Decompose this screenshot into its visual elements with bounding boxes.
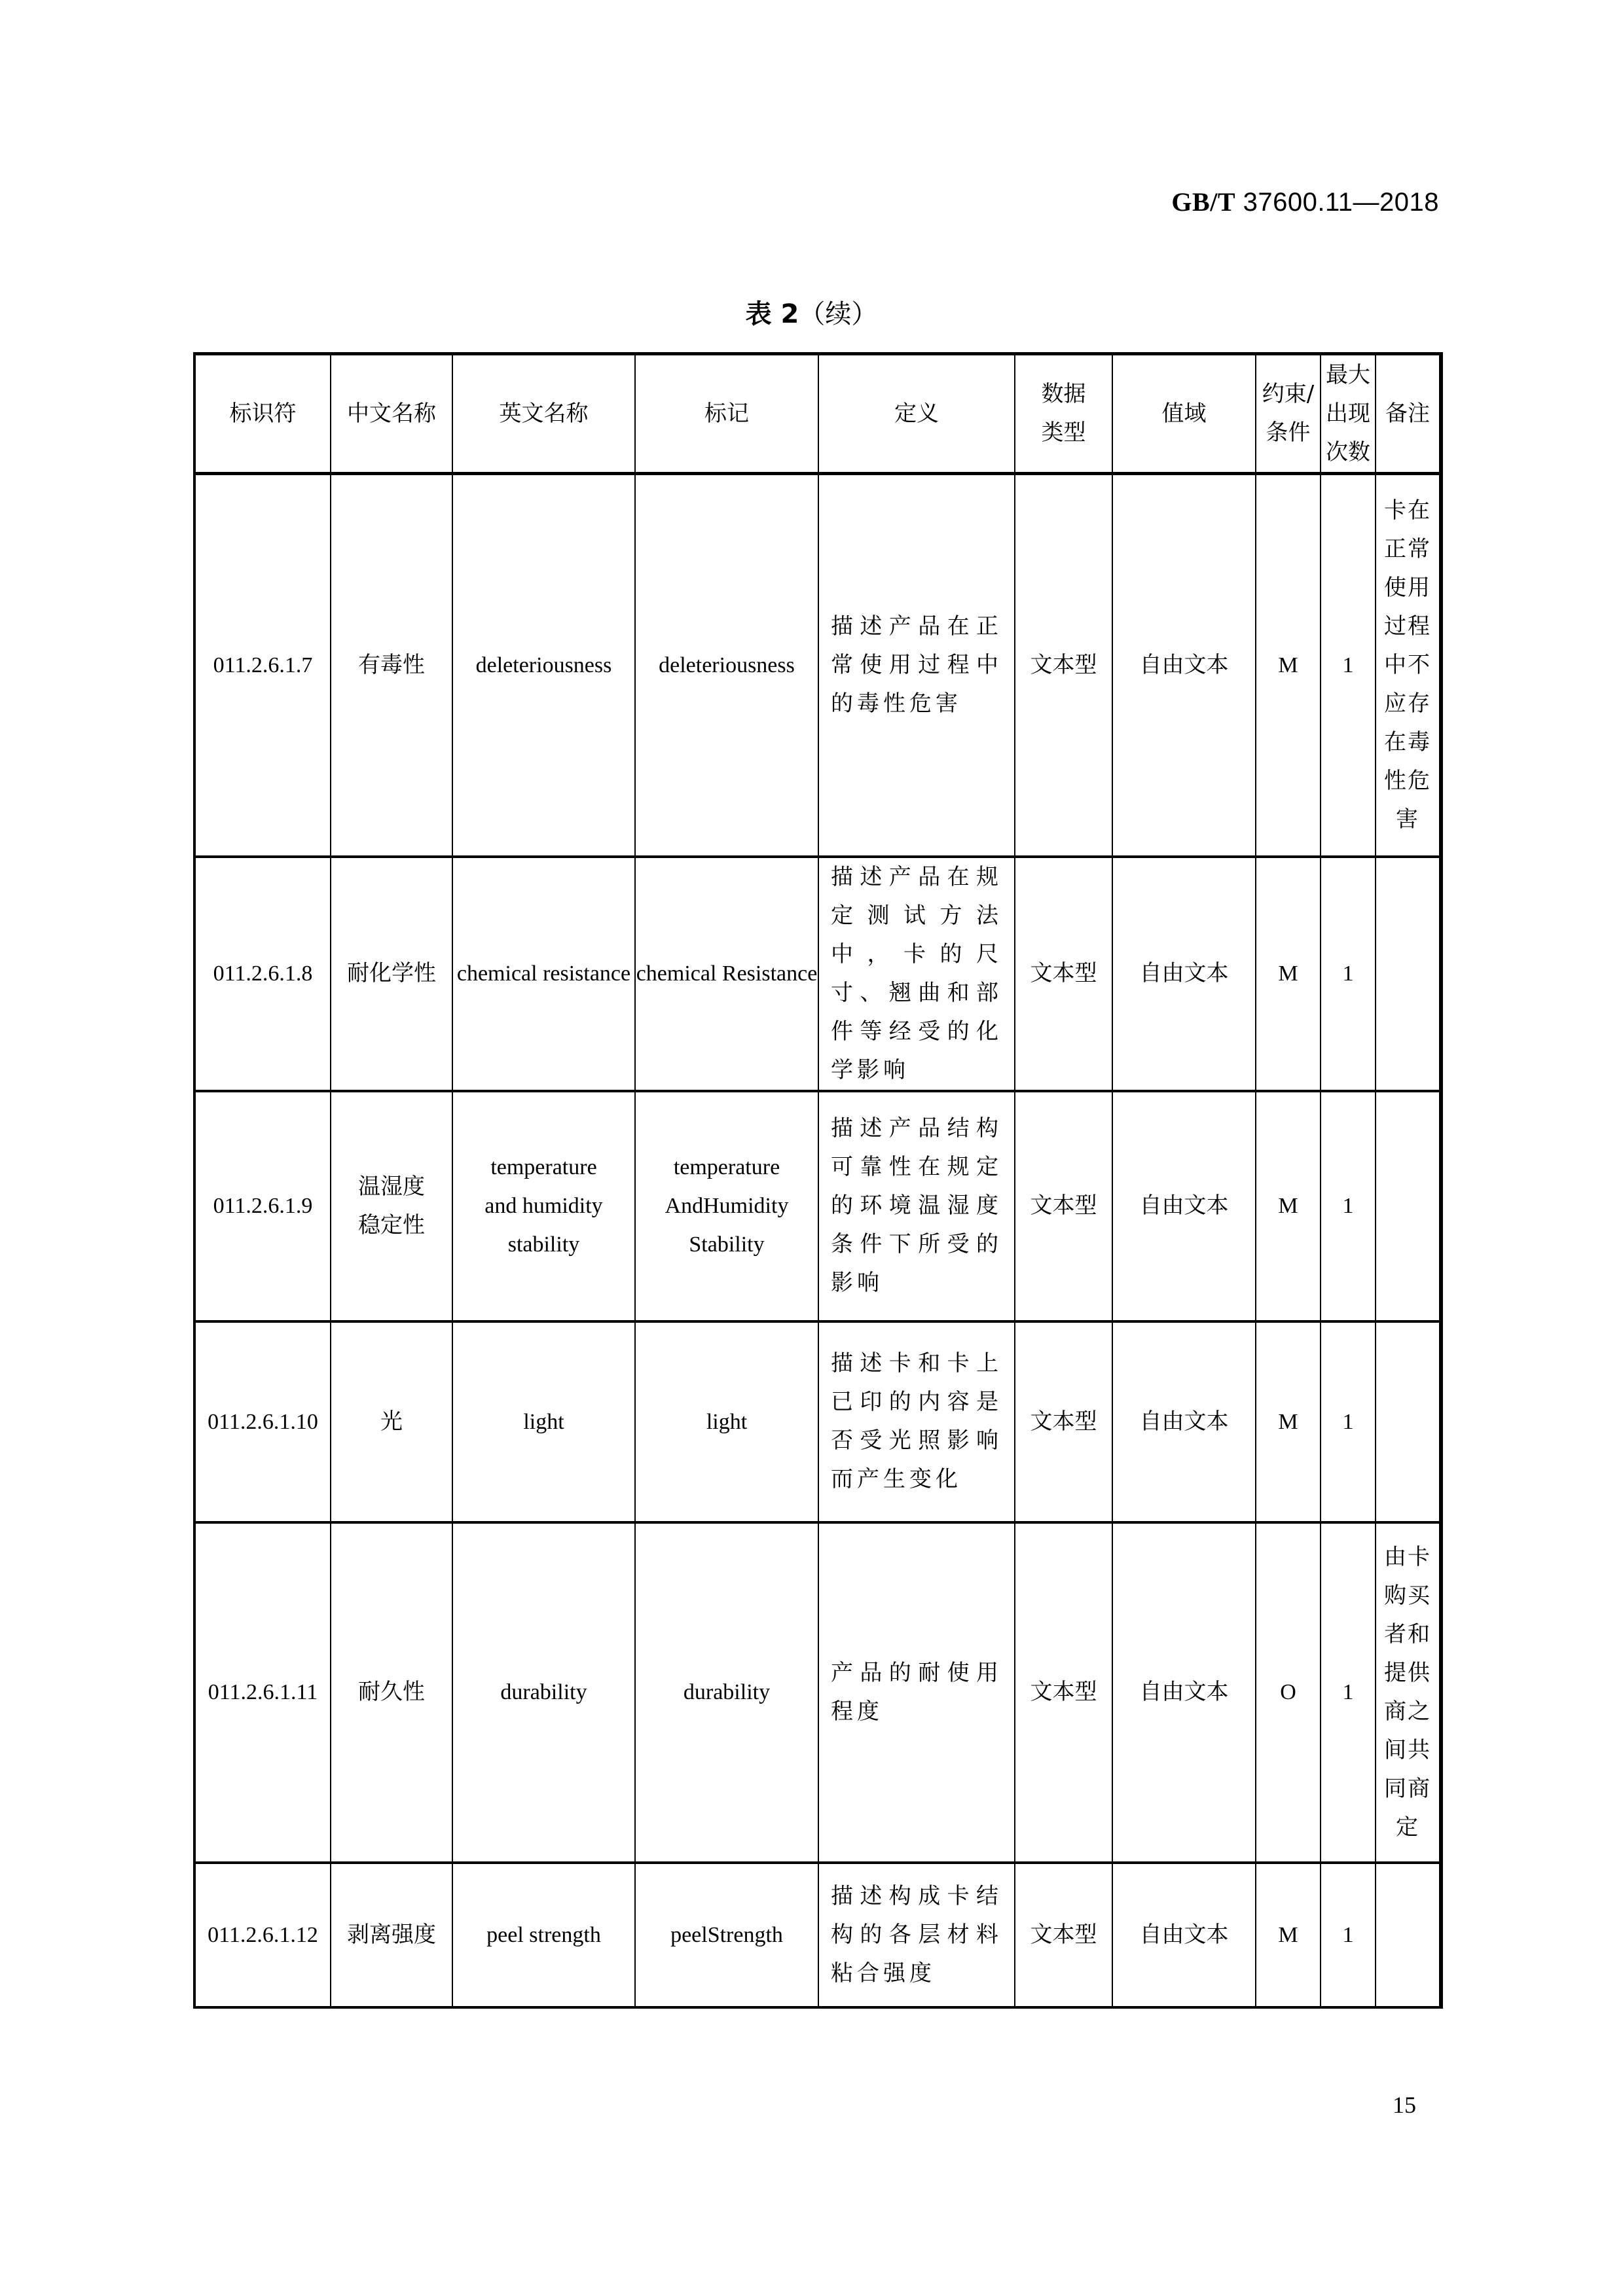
table-row <box>194 474 1441 857</box>
cell-identifier: 011.2.6.1.12 <box>194 1863 331 2007</box>
cell-note: 由卡购买者和提供商之间共同商定 <box>1376 1522 1441 1863</box>
cell-en-name: temperature and humidity stability <box>452 1091 635 1321</box>
cell-value-domain: 自由文本 <box>1112 1091 1256 1321</box>
col-header-definition: 定义 <box>818 354 1015 474</box>
col-header-identifier: 标识符 <box>194 354 331 474</box>
cell-identifier: 011.2.6.1.11 <box>194 1522 331 1863</box>
cell-constraint: O <box>1256 1522 1321 1863</box>
cell-value-domain: 自由文本 <box>1112 857 1256 1091</box>
cell-identifier: 011.2.6.1.9 <box>194 1091 331 1321</box>
cell-en-name: durability <box>452 1522 635 1863</box>
cell-definition: 描述产品在正常使用过程中的毒性危害 <box>818 474 1015 857</box>
cell-value-domain: 自由文本 <box>1112 1321 1256 1522</box>
cell-constraint: M <box>1256 474 1321 857</box>
cell-data-type: 文本型 <box>1015 474 1112 857</box>
cell-value-domain: 自由文本 <box>1112 474 1256 857</box>
cell-cn-name: 温湿度稳定性 <box>331 1091 452 1321</box>
cell-constraint: M <box>1256 1321 1321 1522</box>
standard-number <box>1171 187 1439 217</box>
page-number: 15 <box>1393 2092 1416 2118</box>
table-row <box>194 1863 1441 2007</box>
cell-definition: 描述构成卡结构的各层材料粘合强度 <box>818 1863 1015 2007</box>
cell-cn-name: 有毒性 <box>331 474 452 857</box>
cell-definition: 描述产品在规定测试方法中，卡的尺寸、翘曲和部件等经受的化学影响 <box>818 857 1015 1091</box>
table-header-row <box>194 354 1441 474</box>
cell-note: 卡在正常使用过程中不应存在毒性危害 <box>1376 474 1441 857</box>
col-header-tag: 标记 <box>635 354 818 474</box>
cell-en-name: peel strength <box>452 1863 635 2007</box>
col-header-data-type <box>1015 354 1112 474</box>
cell-max-occurs: 1 <box>1321 1321 1376 1522</box>
cell-note <box>1376 857 1441 1091</box>
col-header-constraint-line2: 条件 <box>1266 420 1311 446</box>
cell-note <box>1376 1863 1441 2007</box>
cell-data-type: 文本型 <box>1015 1522 1112 1863</box>
cell-data-type: 文本型 <box>1015 857 1112 1091</box>
cell-cn-name: 耐久性 <box>331 1522 452 1863</box>
cell-en-name: deleteriousness <box>452 474 635 857</box>
cell-en-name: chemical resistance <box>452 857 635 1091</box>
standard-prefix: GB/T <box>1171 187 1236 217</box>
table-row <box>194 1091 1441 1321</box>
cell-constraint: M <box>1256 1091 1321 1321</box>
cell-tag: chemical Resistance <box>635 857 818 1091</box>
table-row <box>194 857 1441 1091</box>
table-caption-suffix: （续） <box>799 299 878 329</box>
cell-identifier: 011.2.6.1.8 <box>194 857 331 1091</box>
col-header-max-occurs <box>1321 354 1376 474</box>
cell-note <box>1376 1091 1441 1321</box>
cell-note <box>1376 1321 1441 1522</box>
table-row <box>194 1321 1441 1522</box>
cell-constraint: M <box>1256 857 1321 1091</box>
cell-definition: 描述产品结构可靠性在规定的环境温湿度条件下所受的影响 <box>818 1091 1015 1321</box>
col-header-value-domain: 值域 <box>1112 354 1256 474</box>
col-header-max-occurs-line1: 最大 <box>1326 361 1370 388</box>
col-header-cn-name: 中文名称 <box>331 354 452 474</box>
cell-value-domain: 自由文本 <box>1112 1863 1256 2007</box>
cell-max-occurs: 1 <box>1321 1091 1376 1321</box>
cell-value-domain: 自由文本 <box>1112 1522 1256 1863</box>
cell-identifier: 011.2.6.1.7 <box>194 474 331 857</box>
cell-data-type: 文本型 <box>1015 1321 1112 1522</box>
cell-en-name: light <box>452 1321 635 1522</box>
cell-cn-name: 剥离强度 <box>331 1863 452 2007</box>
cell-constraint: M <box>1256 1863 1321 2007</box>
cell-identifier: 011.2.6.1.10 <box>194 1321 331 1522</box>
col-header-constraint <box>1256 354 1321 474</box>
table-caption <box>0 293 1623 331</box>
cell-tag: temperature AndHumidity Stability <box>635 1091 818 1321</box>
cell-tag: peelStrength <box>635 1863 818 2007</box>
cell-tag: durability <box>635 1522 818 1863</box>
cell-max-occurs: 1 <box>1321 474 1376 857</box>
col-header-max-occurs-line2: 出现 <box>1326 400 1370 427</box>
cell-cn-name: 耐化学性 <box>331 857 452 1091</box>
cell-max-occurs: 1 <box>1321 1522 1376 1863</box>
cell-tag: deleteriousness <box>635 474 818 857</box>
col-header-data-type-line1: 数据 <box>1041 381 1086 407</box>
cell-definition: 产品的耐使用程度 <box>818 1522 1015 1863</box>
cell-cn-name: 光 <box>331 1321 452 1522</box>
cell-data-type: 文本型 <box>1015 1091 1112 1321</box>
cell-max-occurs: 1 <box>1321 857 1376 1091</box>
col-header-max-occurs-line3: 次数 <box>1326 439 1370 465</box>
cell-data-type: 文本型 <box>1015 1863 1112 2007</box>
cell-definition: 描述卡和卡上已印的内容是否受光照影响而产生变化 <box>818 1321 1015 1522</box>
table-row <box>194 1522 1441 1863</box>
standard-code: 37600.11—2018 <box>1243 188 1439 217</box>
col-header-note: 备注 <box>1376 354 1441 474</box>
col-header-constraint-line1: 约束/ <box>1262 381 1315 407</box>
table-caption-label: 表 2 <box>745 299 799 329</box>
col-header-en-name: 英文名称 <box>452 354 635 474</box>
data-element-table <box>193 352 1443 2009</box>
cell-tag: light <box>635 1321 818 1522</box>
col-header-data-type-line2: 类型 <box>1041 420 1086 446</box>
cell-max-occurs: 1 <box>1321 1863 1376 2007</box>
